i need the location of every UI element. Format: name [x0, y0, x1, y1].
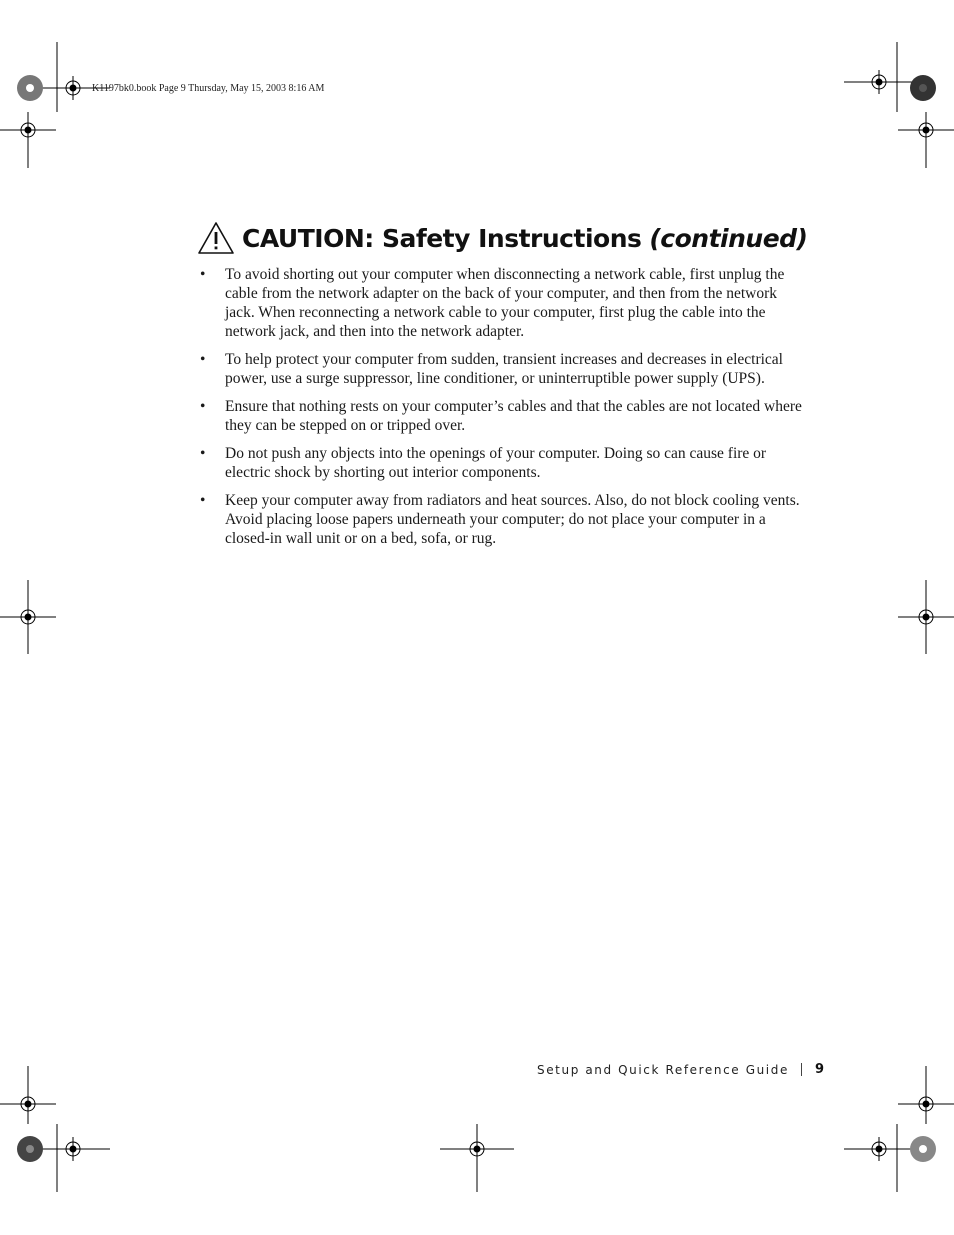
print-slug: K1197bk0.book Page 9 Thursday, May 15, 2003 8:16 AM [92, 83, 325, 94]
section-heading [196, 218, 808, 258]
heading-continued: (continued) [649, 223, 808, 253]
page-footer [537, 1062, 824, 1077]
bullet-icon: • [200, 266, 206, 283]
caution-triangle-icon [196, 220, 236, 256]
list-item [200, 265, 802, 341]
list-item [200, 350, 802, 388]
list-item-text: Do not push any objects into the openings of your computer. Doing so can cause fire or electric shock by shorting out interior components. [225, 445, 767, 481]
page-number: 9 [814, 1062, 824, 1077]
footer-divider [801, 1063, 802, 1076]
safety-instructions-list [200, 265, 802, 557]
footer-title: Setup and Quick Reference Guide [536, 1062, 789, 1077]
bullet-icon: • [200, 398, 206, 415]
list-item-text: Keep your computer away from radiators and heat sources. Also, do not block cooling vents. Avoid placing loose papers underneath your computer; do not place your computer in a closed-in wall unit or on a bed, sofa, or rug. [225, 492, 800, 547]
bullet-icon: • [200, 445, 206, 462]
heading-title: CAUTION: Safety Instructions [242, 223, 642, 253]
list-item-text: To help protect your computer from sudden, transient increases and decreases in electrical power, use a surge suppressor, line conditioner, or uninterruptible power supply (UPS). [225, 351, 783, 387]
list-item-text: To avoid shorting out your computer when disconnecting a network cable, first unplug the cable from the network adapter on the back of your computer, and then from the network jack. When reconnecting a network cable to your computer, first plug the cable into the network jack, and then into the network adapter. [225, 266, 785, 340]
list-item [200, 397, 802, 435]
list-item [200, 444, 802, 482]
list-item-text: Ensure that nothing rests on your computer’s cables and that the cables are not located where they can be stepped on or tripped over. [225, 398, 802, 434]
bullet-icon: • [200, 492, 206, 509]
list-item [200, 491, 802, 548]
bullet-icon: • [200, 351, 206, 368]
